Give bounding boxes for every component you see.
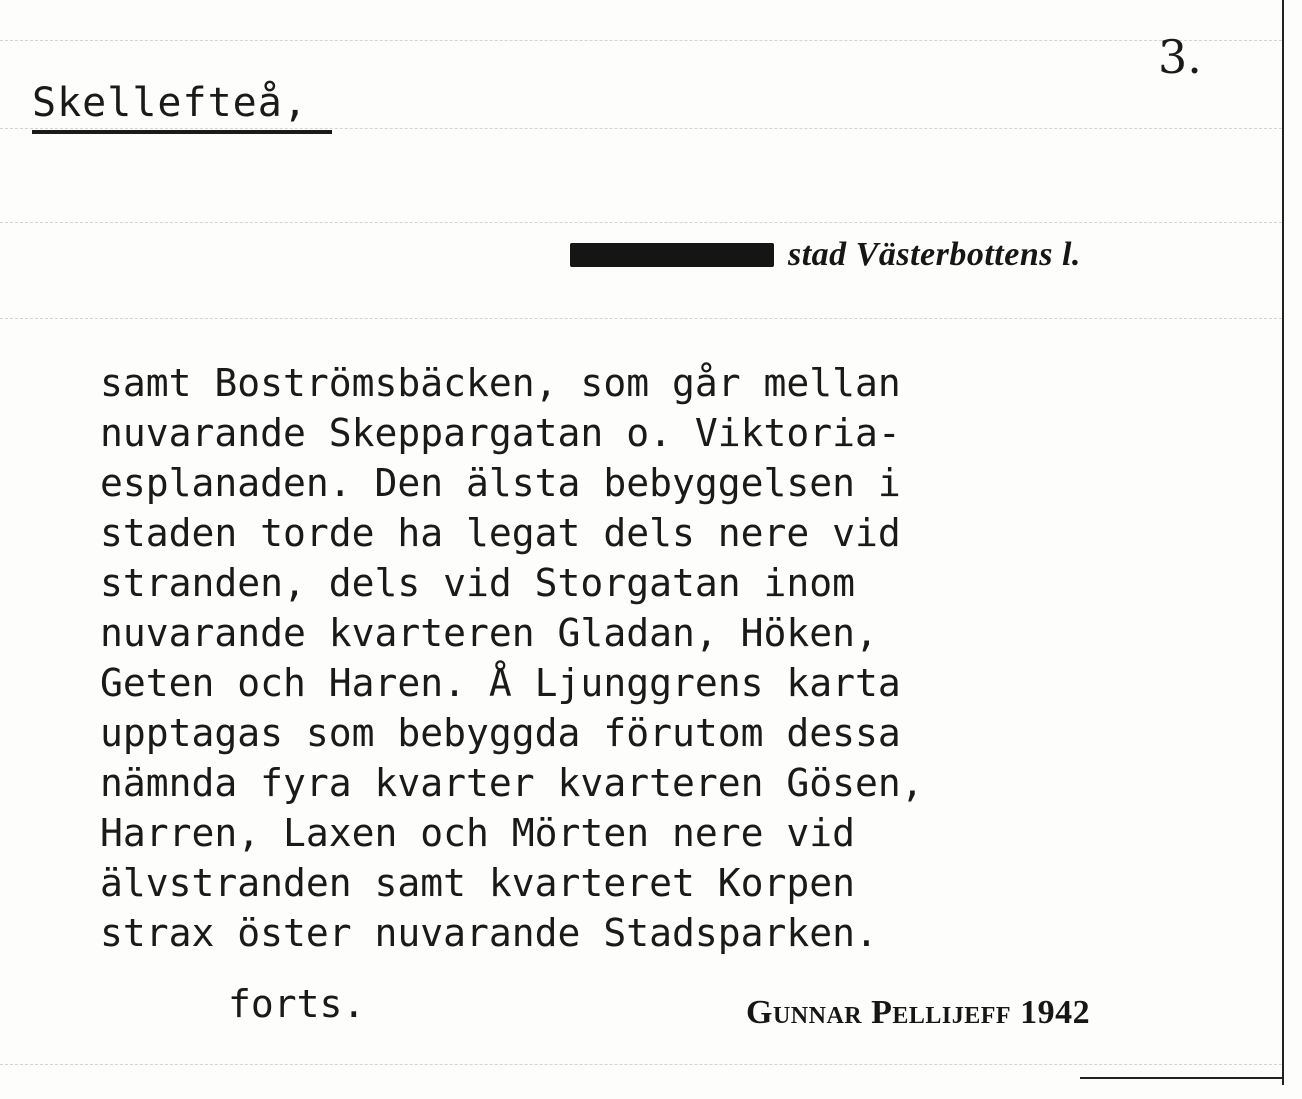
card-rule xyxy=(0,318,1282,319)
body-line: Harren, Laxen och Mörten nere vid xyxy=(100,811,855,855)
body-line: strax öster nuvarande Stadsparken. xyxy=(100,911,878,955)
card-right-edge xyxy=(1282,0,1284,1085)
redacted-word-blot xyxy=(570,243,774,267)
author-signature: Gunnar Pellijeff 1942 xyxy=(746,994,1091,1031)
card-rule xyxy=(0,1064,1282,1065)
body-line: stranden, dels vid Storgatan inom xyxy=(100,561,855,605)
body-line: älvstranden samt kvarteret Korpen xyxy=(100,861,855,905)
body-line: upptagas som bebyggda förutom dessa xyxy=(100,711,901,755)
place-heading: Skellefteå, xyxy=(32,80,308,126)
body-line: nuvarande Skeppargatan o. Viktoria- xyxy=(100,411,901,455)
card-bottom-edge xyxy=(1080,1077,1284,1079)
card-rule xyxy=(0,222,1282,223)
body-line: Geten och Haren. Å Ljunggrens karta xyxy=(100,661,901,705)
heading-underline xyxy=(32,130,332,134)
stamp-text: stad Västerbottens l. xyxy=(788,236,1081,273)
body-line: staden torde ha legat dels nere vid xyxy=(100,511,901,555)
stamp-line xyxy=(570,236,1081,280)
body-line: nämnda fyra kvarter kvarteren Gösen, xyxy=(100,761,924,805)
card-rule xyxy=(0,40,1282,41)
body-line: esplanaden. Den älsta bebyggelsen i xyxy=(100,461,901,505)
continued-note: forts. xyxy=(228,982,366,1026)
card-body xyxy=(100,358,924,958)
body-line: nuvarande kvarteren Gladan, Höken, xyxy=(100,611,878,655)
card-rule xyxy=(0,128,1282,129)
body-line: samt Boströmsbäcken, som går mellan xyxy=(100,361,901,405)
card-number: 3. xyxy=(1158,30,1202,84)
